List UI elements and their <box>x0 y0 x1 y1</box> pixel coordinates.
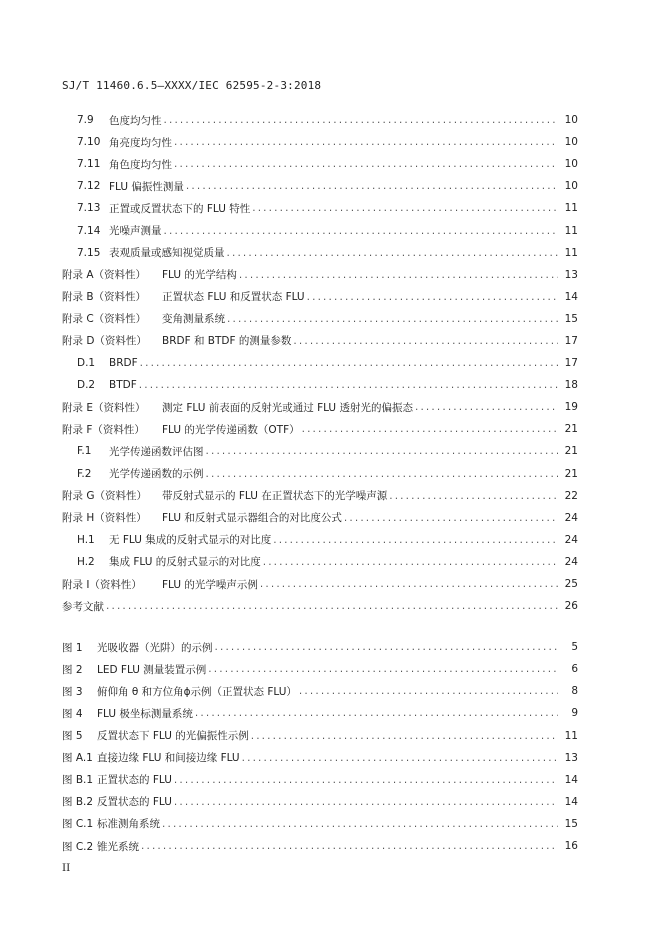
entry-title: 色度均匀性 <box>109 114 162 127</box>
dot-leader <box>174 774 558 786</box>
dot-leader <box>164 114 559 126</box>
entry-number: 图 2 <box>62 663 83 676</box>
entry-number: 7.10 <box>77 136 101 149</box>
entry-title: 反置状态下 FLU 的光偏振性示例 <box>97 730 249 743</box>
dot-leader <box>252 202 558 214</box>
entry-page-number: 10 <box>564 158 578 171</box>
dot-leader <box>273 534 558 546</box>
entry-page-number: 24 <box>564 511 578 524</box>
entry-number: 图 C.2 <box>62 840 94 853</box>
toc-entry[interactable] <box>62 175 578 197</box>
toc-entry[interactable] <box>62 507 578 529</box>
dot-leader <box>293 335 558 347</box>
entry-title: 光学传递函数的示例 <box>109 468 204 481</box>
figure-entry[interactable] <box>62 813 578 835</box>
entry-page-number: 15 <box>564 817 578 830</box>
entry-page-number: 5 <box>571 641 578 654</box>
entry-title: FLU 极坐标测量系统 <box>97 707 193 720</box>
entry-page-number: 19 <box>564 401 578 414</box>
entry-number: 7.15 <box>77 246 101 259</box>
figure-entry[interactable] <box>62 636 578 658</box>
dot-leader <box>227 313 558 325</box>
entry-page-number: 22 <box>564 489 578 502</box>
entry-title: 正置或反置状态下的 FLU 特性 <box>109 202 251 215</box>
entry-page-number: 13 <box>564 751 578 764</box>
entry-title: 反置状态的 FLU <box>97 796 172 809</box>
entry-page-number: 11 <box>564 224 578 237</box>
entry-number: F.2 <box>77 467 92 480</box>
dot-leader <box>389 490 558 502</box>
entry-number: 附录 E（资料性） <box>62 401 146 414</box>
toc-entry[interactable] <box>62 440 578 462</box>
entry-title: 标准测角系统 <box>97 818 160 831</box>
entry-number: D.2 <box>77 379 96 392</box>
entry-page-number: 24 <box>564 533 578 546</box>
entry-page-number: 25 <box>564 578 578 591</box>
dot-leader <box>174 136 558 148</box>
entry-page-number: 13 <box>564 268 578 281</box>
dot-leader <box>242 752 558 764</box>
entry-title: BTDF <box>109 379 137 392</box>
entry-title: LED FLU 测量装置示例 <box>97 663 207 676</box>
dot-leader <box>344 512 558 524</box>
entry-title: 直接边缘 FLU 和间接边缘 FLU <box>97 752 240 765</box>
dot-leader <box>140 357 558 369</box>
entry-page-number: 11 <box>564 202 578 215</box>
entry-number: 附录 A（资料性） <box>62 269 147 282</box>
toc-entry[interactable] <box>62 153 578 175</box>
entry-page-number: 10 <box>564 136 578 149</box>
figure-entry[interactable] <box>62 680 578 702</box>
dot-leader <box>260 578 558 590</box>
entry-number: 图 A.1 <box>62 752 93 765</box>
figure-entry[interactable] <box>62 769 578 791</box>
dot-leader <box>251 730 558 742</box>
dot-leader <box>141 840 558 852</box>
dot-leader <box>206 468 559 480</box>
entry-number: H.2 <box>77 555 95 568</box>
entry-page-number: 10 <box>564 180 578 193</box>
toc-entry[interactable] <box>62 529 578 551</box>
entry-page-number: 21 <box>564 467 578 480</box>
entry-page-number: 17 <box>564 334 578 347</box>
entry-title: FLU 偏振性测量 <box>109 180 184 193</box>
dot-leader <box>227 247 559 259</box>
dot-leader <box>239 269 558 281</box>
dot-leader <box>164 225 559 237</box>
figure-entry[interactable] <box>62 747 578 769</box>
toc-entry[interactable] <box>62 352 578 374</box>
toc-entry[interactable] <box>62 374 578 396</box>
entry-number: 附录 H（资料性） <box>62 512 147 525</box>
figure-entry[interactable] <box>62 702 578 724</box>
entry-page-number: 16 <box>564 840 578 853</box>
entry-number: 图 4 <box>62 707 83 720</box>
figure-list <box>62 636 578 857</box>
entry-number: F.1 <box>77 445 92 458</box>
toc-section-list <box>62 109 578 617</box>
figure-entry[interactable] <box>62 658 578 680</box>
entry-page-number: 21 <box>564 445 578 458</box>
entry-page-number: 11 <box>564 246 578 259</box>
entry-title: 带反射式显示的 FLU 在正置状态下的光学噪声源 <box>162 490 388 503</box>
entry-title: FLU 的光学传递函数（OTF） <box>162 423 300 436</box>
toc-entry[interactable] <box>62 131 578 153</box>
dot-leader <box>162 818 558 830</box>
dot-leader <box>206 445 559 457</box>
entry-title: FLU 的光学噪声示例 <box>162 578 258 591</box>
entry-number: D.1 <box>77 357 96 370</box>
entry-number: 7.12 <box>77 180 101 193</box>
entry-title: 光吸收器（光阱）的示例 <box>97 641 213 654</box>
entry-title: 光噪声测量 <box>109 225 162 238</box>
entry-number: 附录 D（资料性） <box>62 335 147 348</box>
entry-page-number: 18 <box>564 379 578 392</box>
entry-title: 集成 FLU 的反射式显示的对比度 <box>109 556 261 569</box>
toc-entry[interactable] <box>62 264 578 286</box>
toc-entry[interactable] <box>62 242 578 264</box>
dot-leader <box>195 707 558 719</box>
entry-number: 图 B.1 <box>62 774 94 787</box>
entry-title: 俯仰角 θ 和方位角ϕ示例（正置状态 FLU） <box>97 685 297 698</box>
entry-number: 7.14 <box>77 224 101 237</box>
dot-leader <box>299 685 558 697</box>
entry-page-number: 21 <box>564 423 578 436</box>
entry-title: 角色度均匀性 <box>109 158 172 171</box>
entry-number: 7.9 <box>77 114 94 127</box>
entry-number: 7.11 <box>77 158 101 171</box>
dot-leader <box>174 796 558 808</box>
toc-entry[interactable] <box>62 219 578 241</box>
entry-number: 附录 B（资料性） <box>62 291 147 304</box>
entry-page-number: 14 <box>564 290 578 303</box>
toc-entry[interactable] <box>62 330 578 352</box>
entry-number: 附录 G（资料性） <box>62 490 147 503</box>
entry-number: 图 C.1 <box>62 818 94 831</box>
entry-title: 无 FLU 集成的反射式显示的对比度 <box>109 534 272 547</box>
entry-title: 角亮度均匀性 <box>109 136 172 149</box>
dot-leader <box>208 663 558 675</box>
entry-number: 图 5 <box>62 730 83 743</box>
entry-title: FLU 的光学结构 <box>162 269 237 282</box>
table-of-contents <box>62 109 578 857</box>
dot-leader <box>174 158 558 170</box>
dot-leader <box>302 423 558 435</box>
entry-page-number: 6 <box>571 663 578 676</box>
toc-entry[interactable] <box>62 595 578 617</box>
entry-title: BRDF <box>109 357 138 370</box>
entry-page-number: 17 <box>564 357 578 370</box>
entry-title: 测定 FLU 前表面的反射光或通过 FLU 透射光的偏振态 <box>162 401 413 414</box>
entry-title: 锥光系统 <box>97 840 139 853</box>
entry-title: 正置状态的 FLU <box>97 774 172 787</box>
entry-title: 变角测量系统 <box>162 313 225 326</box>
dot-leader <box>186 180 558 192</box>
document-code: SJ/T 11460.6.5—XXXX/IEC 62595-2-3:2018 <box>62 79 322 92</box>
entry-number: 附录 F（资料性） <box>62 423 145 436</box>
dot-leader <box>106 600 558 612</box>
entry-number: 图 B.2 <box>62 796 94 809</box>
entry-number: H.1 <box>77 533 95 546</box>
figure-entry[interactable] <box>62 791 578 813</box>
figure-entry[interactable] <box>62 725 578 747</box>
toc-entry[interactable] <box>62 485 578 507</box>
toc-entry[interactable] <box>62 109 578 131</box>
dot-leader <box>415 401 558 413</box>
toc-entry[interactable] <box>62 197 578 219</box>
entry-title: 参考文献 <box>62 600 104 613</box>
entry-number: 图 1 <box>62 641 83 654</box>
entry-page-number: 26 <box>564 600 578 613</box>
dot-leader <box>215 641 559 653</box>
toc-entry[interactable] <box>62 418 578 440</box>
toc-entry[interactable] <box>62 551 578 573</box>
entry-number: 图 3 <box>62 685 83 698</box>
dot-leader <box>139 379 558 391</box>
entry-page-number: 24 <box>564 555 578 568</box>
entry-title: BRDF 和 BTDF 的测量参数 <box>162 335 292 348</box>
entry-title: 光学传递函数评估图 <box>109 445 204 458</box>
entry-page-number: 14 <box>564 773 578 786</box>
entry-page-number: 11 <box>564 729 578 742</box>
entry-number: 7.13 <box>77 202 101 215</box>
entry-title: 正置状态 FLU 和反置状态 FLU <box>162 291 305 304</box>
entry-title: FLU 和反射式显示器组合的对比度公式 <box>162 512 342 525</box>
entry-page-number: 15 <box>564 312 578 325</box>
entry-page-number: 10 <box>564 114 578 127</box>
entry-title: 表观质量或感知视觉质量 <box>109 247 225 260</box>
toc-entry[interactable] <box>62 286 578 308</box>
entry-page-number: 14 <box>564 795 578 808</box>
section-gap <box>62 617 578 636</box>
entry-number: 附录 I（资料性） <box>62 578 142 591</box>
toc-entry[interactable] <box>62 463 578 485</box>
entry-page-number: 9 <box>571 707 578 720</box>
entry-page-number: 8 <box>571 685 578 698</box>
dot-leader <box>307 291 558 303</box>
toc-entry[interactable] <box>62 573 578 595</box>
toc-entry[interactable] <box>62 308 578 330</box>
entry-number: 附录 C（资料性） <box>62 313 147 326</box>
dot-leader <box>263 556 558 568</box>
page-number: II <box>62 862 71 874</box>
figure-entry[interactable] <box>62 835 578 857</box>
toc-entry[interactable] <box>62 396 578 418</box>
